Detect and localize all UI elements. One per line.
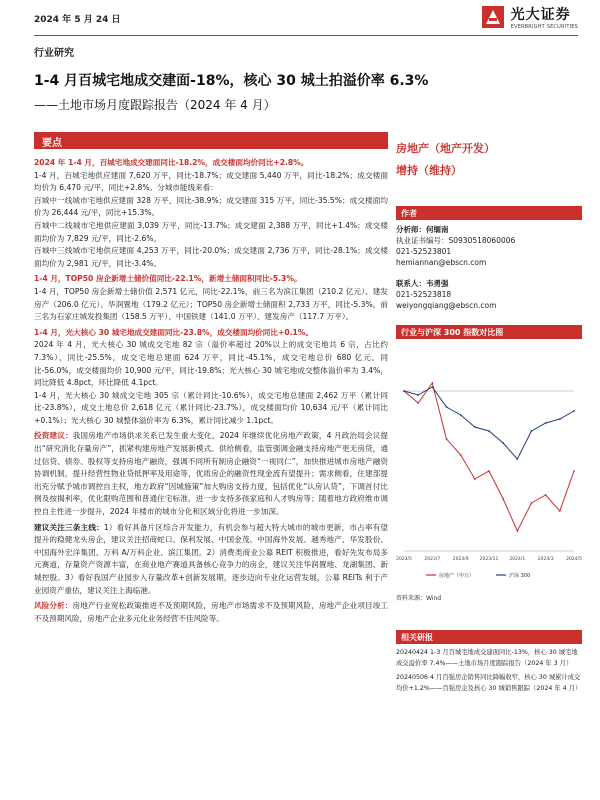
summary-paragraph: 1-4 月，光大核心 30 城成交宅地 305 宗（累计同比-10.6%），成交宅地总建面 2,462 万平（累计同比-23.8%），成交土地总价 2,618 亿元（累计同比-23.7%），成交楼面均价 10,634 元/平（累计同比+0.1%）；光大核心 30 城整体溢价率为 6.3%，累计同比减少 1.1pct。: [34, 390, 388, 425]
header-divider: [34, 35, 578, 36]
chart-x-tick-label: 2024/3: [537, 557, 554, 562]
chart-x-tick-label: 2023/11: [479, 557, 499, 562]
focus-lines-label: 建议关注三条主线：: [34, 522, 104, 532]
chart-point: [516, 458, 518, 460]
chart-point: [502, 442, 504, 444]
chart-point: [431, 382, 433, 384]
sidebar: [396, 132, 582, 694]
chart-point: [573, 410, 575, 412]
chart-x-tick-label: 2023/5: [396, 557, 412, 562]
chart-source: 资料来源：Wind: [396, 595, 442, 602]
analyst-name: 分析师：何缅南: [396, 225, 449, 234]
summary-paragraph: 百城中三线城市宅地供应建面 4,253 万平，同比-20.0%；成交建面 2,736 万平，同比-28.1%；成交楼面均价为 2,981 元/平，同比-3.4%。: [34, 246, 388, 268]
chart-legend-label: 沪深 300: [509, 573, 531, 579]
summary-heading: 要点: [34, 132, 388, 149]
rating: 增持（维持）: [396, 164, 462, 177]
chart-point: [516, 530, 518, 532]
report-date: 2024 年 5 月 24 日: [34, 15, 121, 25]
chart-x-tick-label: 2024/5: [566, 557, 582, 562]
line-chart: [396, 341, 582, 591]
investment-advice-label: 投资建议：: [34, 431, 73, 441]
chart-point: [474, 478, 476, 480]
chart-series-line-0: [404, 383, 574, 531]
investment-advice-text: 我国房地产市场供求关系已发生重大变化，2024 年继续优化房地产政策，4 月政治局会议提出“研究消化存量房产”，抓紧构建房地产发展新模式。供给侧看，监管强调金融支持房地产更无房贷，通过信贷、债券、股权等支持房地产融资，强调不同所有制房企融资“一视同仁”，加快推进城市房地产融资协调机制，提升经营性物业贷抵押率及用途等，优质房企的融资性现金流有望提升；需求侧看，住建部提出充分赋予城市调控自主权，地方政府“因城施策”加大购房支持力度，包括优化“认房认贷”，下调首付比例及按揭利率，优化限购范围和普通住宅标准，进一步支持多孩家庭和人才购房等；随着地方政府维市调控自主性进一步提升，2024 年楼市的城市分化和区域分化将进一步加深。: [34, 431, 389, 517]
chart-point: [446, 438, 448, 440]
summary-paragraph: 1-4 月，百城宅地供应建面 7,620 万平，同比-18.7%；成交建面 5,440 万平，同比-18.2%；成交楼面均价为 6,470 元/平，同比+2.8%。分城市能级来看：: [34, 170, 388, 193]
summary-paragraph: 百城中一线城市宅地供应建面 328 万平，同比-38.9%；成交建面 315 万平，同比-35.5%；成交楼面均价为 26,444 元/平，同比+15.3%。: [34, 195, 388, 218]
chart-point: [474, 426, 476, 428]
chart-point: [502, 498, 504, 500]
analyst-info: [396, 224, 582, 268]
sector-name: 房地产（地产开发）: [396, 142, 495, 155]
chart-x-tick-label: 2024/1: [509, 557, 526, 562]
focus-lines-text: 1）看好具备片区综合开发能力，有机会参与超大特大城市的城市更新，市占率有望提升的稳健龙头房企，建议关注招商蛇口、保利发展、中国金茂、中国海外发展、越秀地产、华发股份、中国海外宏洋集团、万科 A/万科企业、滨江集团。2）消费类商业公募 REIT 积极推进，看好先发布局多元赛道，存量资产资源丰富，在商业地产赛道具备核心竞争力的房企，建议关注华润置地、龙湖集团、新城控股。3）看好我国产业园步入存量改革+创新发展期，逐步迈向专业化运营发展，公募 REITs 利于产业园资产重估，建议关注上海临港。: [34, 522, 389, 595]
chart-point: [417, 402, 419, 404]
summary-paragraph: 1-4 月，TOP50 房企新增土储价值 2,571 亿元，同比-22.1%，前三名为滨江集团（210.2 亿元）、建发房产（206.0 亿元）、华润置地（179.2 亿元）；TOP50 房企新增土储面积 2,733 万平，同比-5.3%，前三名为石家庄城发投集团（158.5 万平）、中国铁建（141.0 万平）、建发房产（117.7 万平）。: [34, 286, 388, 322]
chart-point: [403, 390, 405, 392]
analyst-phone: 021-52523801: [396, 247, 452, 256]
chart-heading: 行业与沪深 300 指数对比图: [396, 325, 582, 339]
chart-point: [446, 406, 448, 408]
chart-point: [488, 470, 490, 472]
contact-info: [396, 278, 582, 311]
risk-analysis-label: 风险分析：: [34, 601, 73, 611]
analyst-license: 执业证书编号：S0930518060006: [396, 236, 516, 245]
brand-name-cn: 光大证券: [510, 7, 571, 23]
chart-point: [531, 430, 533, 432]
related-report-2[interactable]: 20240506 4 月百强房企销售同比降幅收窄，核心 30 城累计成交均价+1.2%——百强房企及核心 30 城销售跟踪（2024 年 4 月）: [396, 674, 582, 692]
report-subtitle: ——土地市场月度跟踪报告（2024 年 4 月）: [34, 98, 276, 112]
chart-point: [545, 422, 547, 424]
chart-point: [460, 454, 462, 456]
chart-point: [559, 418, 561, 420]
chart-point: [431, 386, 433, 388]
summary-paragraph: 2024 年 4 月，光大核心 30 城成交宅地 82 宗（溢价率超过 20%以上的成交宅地共 6 宗，占比约 7.3%），同比-25.5%，成交宅地总建面 624 万平，同比-45.1%，成交宅地总价 680 亿元，同比-56.0%，成交楼面均价 10,900 元/平，同比-19.8%；光大核心 30 城宅地成交整体溢价率为 3.4%，同比降低 4.8pct，环比降低 4.1pct。: [34, 340, 388, 388]
brand-logo-icon: [480, 4, 506, 30]
related-report-1[interactable]: 20240424 1-3 月百城宅地成交建面同比-13%，核心 30 城宅地成交溢价率 7.4%——土地市场月度跟踪报告（2024 年 3 月）: [396, 649, 578, 667]
risk-analysis-text: 房地产行业宽松政策推进不及预期风险，房地产市场需求不及预期风险，房地产企业项目竣工不及预期风险，房地产企业多元化业务经营不佳风险等。: [34, 601, 389, 623]
risk-analysis: [34, 600, 388, 625]
analyst-email[interactable]: hemiannan@ebscn.com: [396, 258, 487, 267]
chart-point: [417, 394, 419, 396]
focus-lines: [34, 522, 388, 598]
chart-legend-label: 房地产（申万）: [439, 573, 475, 579]
summary-highlight-2: 1-4 月，TOP50 房企新增土储价值同比-22.1%，新增土储面积同比-5.3%。: [34, 274, 302, 284]
author-heading: 作者: [396, 206, 582, 220]
chart-point: [531, 502, 533, 504]
chart-point: [460, 414, 462, 416]
index-chart: [396, 325, 582, 602]
summary-paragraph: 百城中二线城市宅地供应建面 3,039 万平，同比-13.7%；成交建面 2,388 万平，同比+1.4%；成交楼面均价为 7,829 元/平，同比-2.6%。: [34, 220, 388, 243]
report-category: 行业研究: [34, 48, 74, 59]
summary-highlight-3: 1-4 月，光大核心 30 城宅地成交建面同比-23.8%，成交楼面均价同比+0.1%。: [34, 327, 313, 337]
report-title: 1-4 月百城宅地成交建面-18%，核心 30 城土拍溢价率 6.3%: [34, 73, 429, 89]
contact-email[interactable]: weiyongqiang@ebscn.com: [396, 301, 497, 310]
chart-point: [545, 494, 547, 496]
contact-name: 联系人：韦勇强: [396, 279, 449, 288]
summary-highlight-1: 2024 年 1-4 月，百城宅地成交建面同比-18.2%，成交楼面均价同比+2.8%。: [34, 158, 309, 167]
chart-point: [559, 510, 561, 512]
chart-point: [573, 470, 575, 472]
chart-point: [488, 430, 490, 432]
contact-phone: 021-52523818: [396, 290, 452, 299]
chart-series-line-1: [404, 387, 574, 459]
chart-x-tick-label: 2023/9: [452, 557, 469, 562]
brand-logo: [480, 4, 578, 30]
investment-advice: [34, 430, 388, 518]
summary-column: [34, 132, 388, 625]
related-heading: 相关研报: [396, 630, 582, 644]
brand-name-en: EVERBRIGHT SECURITIES: [510, 24, 578, 30]
chart-x-tick-label: 2023/7: [424, 557, 441, 562]
